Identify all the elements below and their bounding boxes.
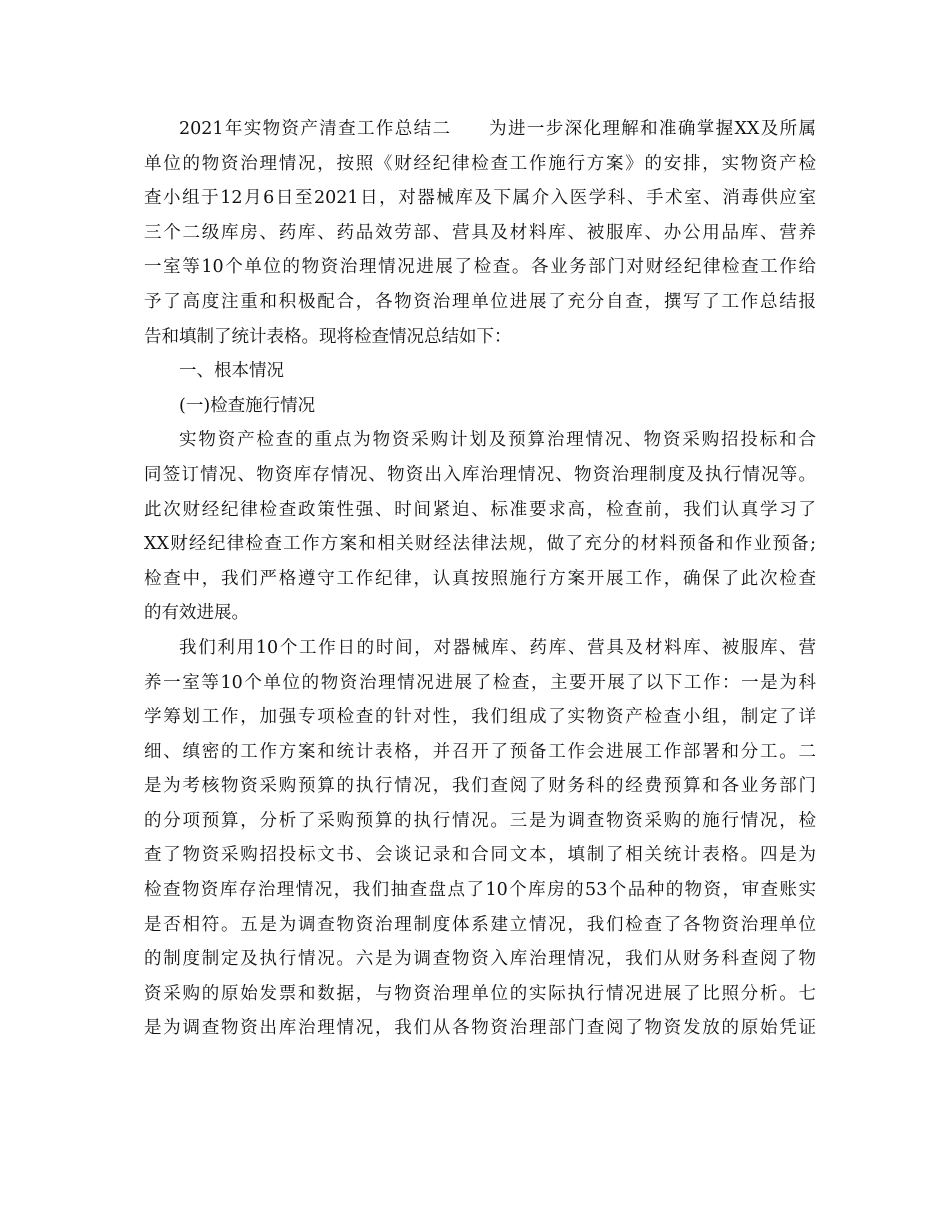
- text-line: 检查中，我们严格遵守工作纪律，认真按照施行方案开展工作，确保了此次检查: [144, 568, 816, 589]
- text-line: 是为考核物资采购预算的执行情况，我们查阅了财务科的经费预算和各业务部门: [144, 776, 816, 797]
- text-line: 予了高度注重和积极配合，各物资治理单位进展了充分自查，撰写了工作总结报: [144, 291, 816, 312]
- text-line: 查了物资采购招投标文书、会谈记录和合同文本，填制了相关统计表格。四是为: [144, 845, 816, 866]
- text-line: 是否相符。五是为调查物资治理制度体系建立情况，我们检查了各物资治理单位: [144, 914, 816, 935]
- text-line: 实物资产检查的重点为物资采购计划及预算治理情况、物资采购招投标和合: [179, 430, 816, 451]
- text-line: 细、缜密的工作方案和统计表格，并召开了预备工作会进展工作部署和分工。二: [144, 741, 816, 762]
- text-line: 查小组于12月6日至2021日，对器械库及下属介入医学科、手术室、消毒供应室: [144, 188, 816, 209]
- text-line: 单位的物资治理情况，按照《财经纪律检查工作施行方案》的安排，实物资产检: [144, 153, 816, 174]
- text-line: 的制度制定及执行情况。六是为调查物资入库治理情况，我们从财务科查阅了物: [144, 949, 816, 970]
- text-line: 的分项预算，分析了采购预算的执行情况。三是为调查物资采购的施行情况，检: [144, 810, 816, 831]
- text-line: 一室等10个单位的物资治理情况进展了检查。各业务部门对财经纪律检查工作给: [144, 257, 816, 278]
- text-line: 同签订情况、物资库存情况、物资出入库治理情况、物资治理制度及执行情况等。: [144, 464, 816, 485]
- text-line: 三个二级库房、药库、药品效劳部、营具及材料库、被服库、办公用品库、营养: [144, 222, 816, 243]
- text-line: 一、根本情况: [179, 361, 284, 382]
- text-line: 资采购的原始发票和数据，与物资治理单位的实际执行情况进展了比照分析。七: [144, 983, 816, 1004]
- text-line: 我们利用10个工作日的时间，对器械库、药库、营具及材料库、被服库、营: [179, 637, 816, 658]
- text-line: 的有效进展。: [144, 603, 249, 624]
- text-line: 学筹划工作，加强专项检查的针对性，我们组成了实物资产检查小组，制定了详: [144, 707, 816, 728]
- text-line: (一)检查施行情况: [179, 395, 316, 416]
- document-body: [144, 112, 816, 1046]
- text-line: 检查物资库存治理情况，我们抽查盘点了10个库房的53个品种的物资，审查账实: [144, 880, 816, 901]
- text-line: 此次财经纪律检查政策性强、时间紧迫、标准要求高，检查前，我们认真学习了: [144, 499, 816, 520]
- text-line: XX财经纪律检查工作方案和相关财经法律法规，做了充分的材料预备和作业预备;: [144, 534, 816, 555]
- text-line: 2021年实物资产清查工作总结二 为进一步深化理解和准确掌握XX及所属: [179, 119, 816, 139]
- text-line: 是为调查物资出库治理情况，我们从各物资治理部门查阅了物资发放的原始凭证: [144, 1018, 816, 1039]
- text-line: 告和填制了统计表格。现将检查情况总结如下：: [144, 326, 512, 347]
- text-line: 养一室等10个单位的物资治理情况进展了检查，主要开展了以下工作：一是为科: [144, 672, 816, 693]
